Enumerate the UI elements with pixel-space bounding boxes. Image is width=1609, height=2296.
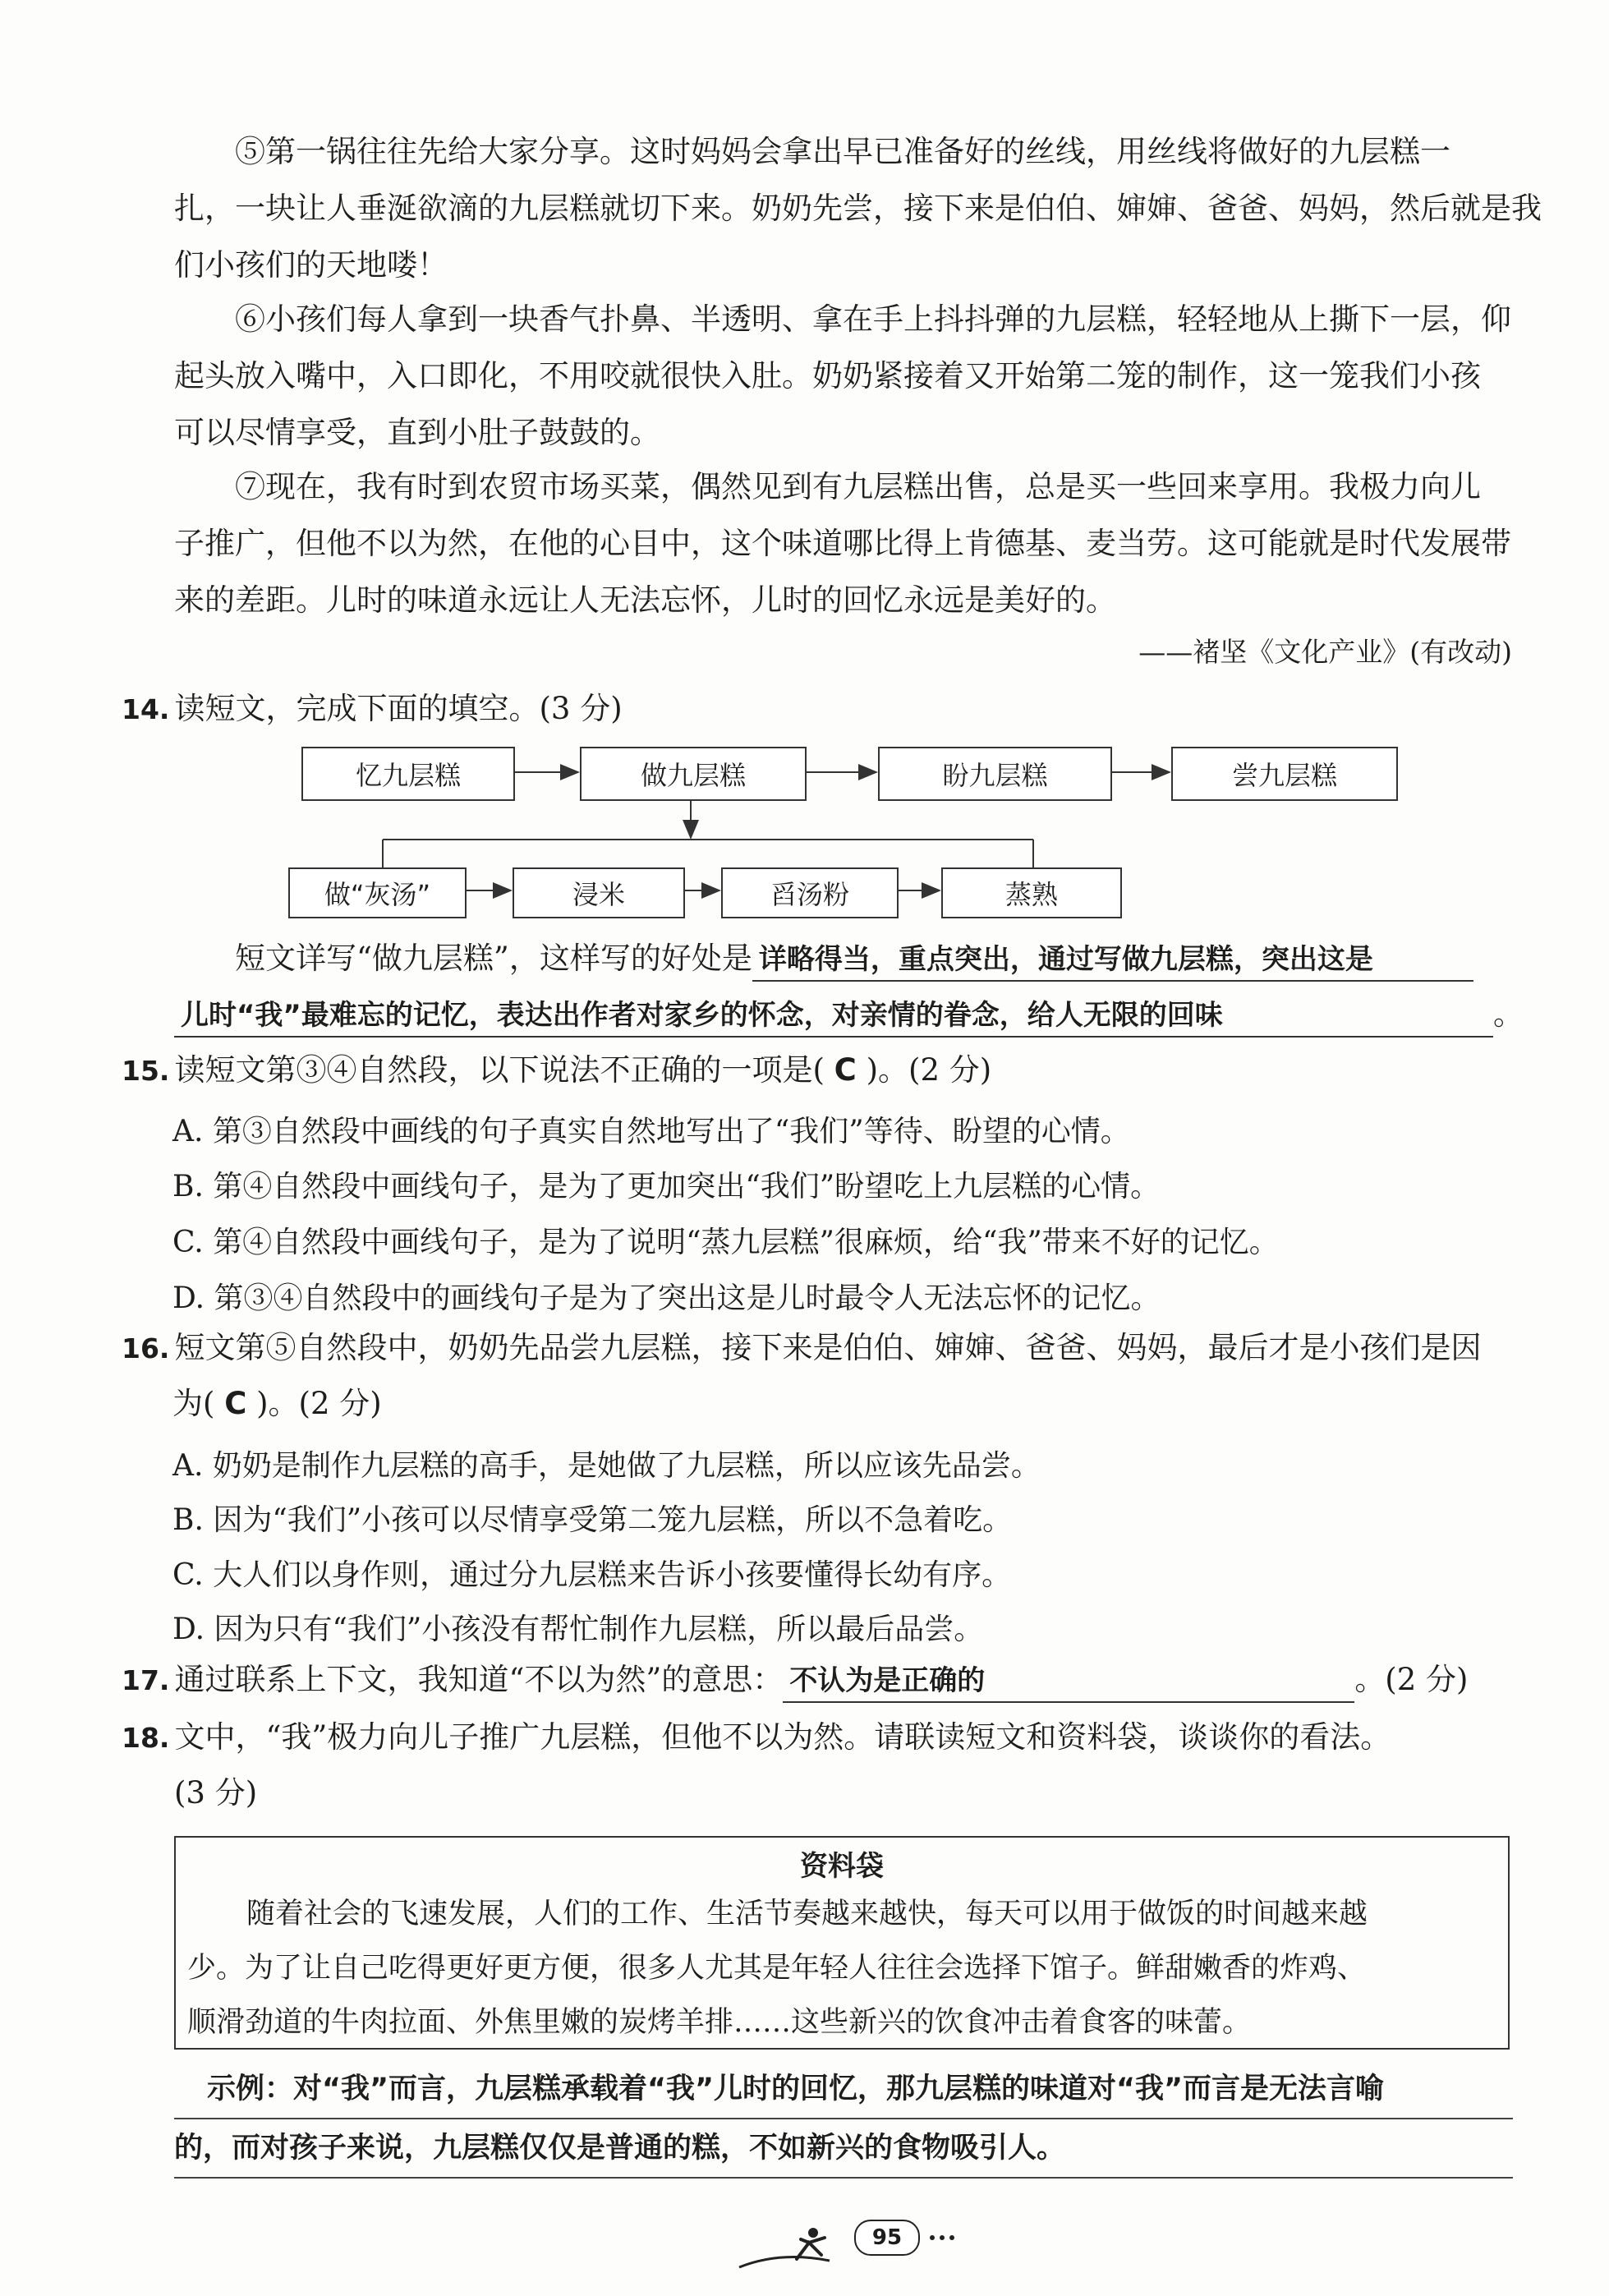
q15-option-b: B. 第④自然段中画线句子，是为了更加突出“我们”盼望吃上九层糕的心情。 <box>172 1170 1161 1203</box>
resource-box <box>174 1836 1510 2050</box>
passage-line: 扎，一块让人垂涎欲滴的九层糕就切下来。奶奶先尝，接下来是伯伯、婶婶、爸爸、妈妈，然后就是我 <box>174 191 1542 226</box>
question-16 <box>122 1319 1481 1377</box>
q15-choice-answer: C <box>834 1052 857 1088</box>
question-16-line-2 <box>172 1375 382 1432</box>
q14-fill-line-1 <box>235 930 1473 987</box>
question-number: 16. <box>122 1332 170 1364</box>
q18-answer <box>174 2060 1513 2179</box>
footer-runner-icon <box>0 2218 1609 2275</box>
flow-box-scoop-paste: 舀汤粉 <box>721 867 899 918</box>
passage-source: ——褚坚《文化产业》(有改动) <box>1138 636 1512 668</box>
question-17 <box>122 1651 1468 1709</box>
q14-answer-part-2: 儿时“我”最难忘的记忆，表达出作者对家乡的怀念，对亲情的眷念，给人无限的回味 <box>174 995 1493 1038</box>
question-text: 为( <box>172 1386 215 1421</box>
q16-choice-answer: C <box>224 1386 247 1421</box>
resource-box-title: 资料袋 <box>800 1850 884 1883</box>
passage-line: 起头放入嘴中，入口即化，不用咬就很快入肚。奶奶紧接着又开始第二笼的制作，这一笼我们小孩 <box>174 358 1481 393</box>
flow-box-recall: 忆九层糕 <box>301 747 515 801</box>
q15-option-a: A. 第③自然段中画线的句子真实自然地写出了“我们”等待、盼望的心情。 <box>172 1115 1130 1148</box>
q16-option-a: A. 奶奶是制作九层糕的高手，是她做了九层糕，所以应该先品尝。 <box>172 1449 1041 1483</box>
flow-box-wait: 盼九层糕 <box>878 747 1112 801</box>
page-number: 95 <box>854 2220 920 2256</box>
question-number: 17. <box>122 1664 170 1696</box>
question-text: 读短文第③④自然段，以下说法不正确的一项是( <box>174 1052 825 1088</box>
question-text: 文中，“我”极力向儿子推广九层糕，但他不以为然。请联读短文和资料袋，谈谈你的看法。 <box>174 1719 1391 1755</box>
q18-answer-line: 的，而对孩子来说，九层糕仅仅是普通的糕，不如新兴的食物吸引人。 <box>174 2119 1513 2179</box>
question-18-score: (3 分) <box>174 1775 258 1811</box>
question-number: 18. <box>122 1722 170 1754</box>
flow-box-make: 做九层糕 <box>580 747 807 801</box>
q18-answer-line: 示例：对“我”而言，九层糕承载着“我”儿时的回忆，那九层糕的味道对“我”而言是无法言喻 <box>174 2060 1513 2119</box>
passage-line: 们小孩们的天地喽！ <box>174 247 448 283</box>
q14-fill-prefix: 短文详写“做九层糕”，这样写的好处是 <box>235 941 752 976</box>
passage-line: 可以尽情享受，直到小肚子鼓鼓的。 <box>174 415 660 450</box>
question-text-tail: 。(2 分) <box>1354 1662 1469 1697</box>
flow-box-steam: 蒸熟 <box>941 867 1122 918</box>
question-text-tail: )。(2 分) <box>866 1052 992 1088</box>
resource-box-body <box>176 1887 1508 2050</box>
question-18 <box>122 1709 1391 1766</box>
question-text-tail: )。(2 分) <box>256 1386 382 1421</box>
passage-line: 子推广，但他不以为然，在他的心目中，这个味道哪比得上肯德基、麦当劳。这可能就是时代发展带 <box>174 526 1511 561</box>
flow-diagram-connectors <box>0 0 1609 945</box>
resource-line: 少。为了让自己吃得更好更方便，很多人尤其是年轻人往往会选择下馆子。鲜甜嫩香的炸鸡、 <box>187 1952 1367 1985</box>
resource-line: 顺滑劲道的牛肉拉面、外焦里嫩的炭烤羊排……这些新兴的饮食冲击着食客的味蕾。 <box>187 2006 1252 2039</box>
passage-line: ⑤第一锅往往先给大家分享。这时妈妈会拿出早已准备好的丝线，用丝线将做好的九层糕一 <box>235 134 1450 169</box>
q17-answer: 不认为是正确的 <box>783 1660 1354 1703</box>
passage-line: ⑦现在，我有时到农贸市场买菜，偶然见到有九层糕出售，总是买一些回来享用。我极力向儿 <box>235 469 1481 504</box>
q14-fill-line-2 <box>174 986 1524 1042</box>
question-15 <box>122 1042 991 1099</box>
question-number: 15. <box>122 1055 170 1087</box>
question-text: 读短文，完成下面的填空。(3 分) <box>174 691 623 726</box>
q14-end-mark: 。 <box>1493 996 1524 1032</box>
flow-box-taste: 尝九层糕 <box>1171 747 1398 801</box>
q16-option-c: C. 大人们以身作则，通过分九层糕来告诉小孩要懂得长幼有序。 <box>172 1558 1012 1592</box>
flow-box-ash-soup: 做“灰汤” <box>288 867 467 918</box>
flow-box-soak-rice: 浸米 <box>513 867 685 918</box>
question-text: 通过联系上下文，我知道“不以为然”的意思： <box>174 1662 784 1697</box>
q16-option-b: B. 因为“我们”小孩可以尽情享受第二笼九层糕，所以不急着吃。 <box>172 1503 1013 1537</box>
passage-line: 来的差距。儿时的味道永远让人无法忘怀，儿时的回忆永远是美好的。 <box>174 582 1116 618</box>
resource-line: 随着社会的飞速发展，人们的工作、生活节奏越来越快，每天可以用于做饭的时间越来越 <box>246 1898 1368 1930</box>
q14-answer-part-1: 详略得当，重点突出，通过写做九层糕，突出这是 <box>752 939 1473 982</box>
q15-option-c: C. 第④自然段中画线句子，是为了说明“蒸九层糕”很麻烦，给“我”带来不好的记忆。 <box>172 1226 1279 1259</box>
q15-option-d: D. 第③④自然段中的画线句子是为了突出这是儿时最令人无法忘怀的记忆。 <box>172 1281 1161 1315</box>
q16-option-d: D. 因为只有“我们”小孩没有帮忙制作九层糕，所以最后品尝。 <box>172 1613 984 1646</box>
passage-line: ⑥小孩们每人拿到一块香气扑鼻、半透明、拿在手上抖抖弹的九层糕，轻轻地从上撕下一层，仰 <box>235 301 1511 337</box>
question-number: 14. <box>122 693 170 725</box>
question-text: 短文第⑤自然段中，奶奶先品尝九层糕，接下来是伯伯、婶婶、爸爸、妈妈，最后才是小孩们是因 <box>174 1330 1482 1365</box>
